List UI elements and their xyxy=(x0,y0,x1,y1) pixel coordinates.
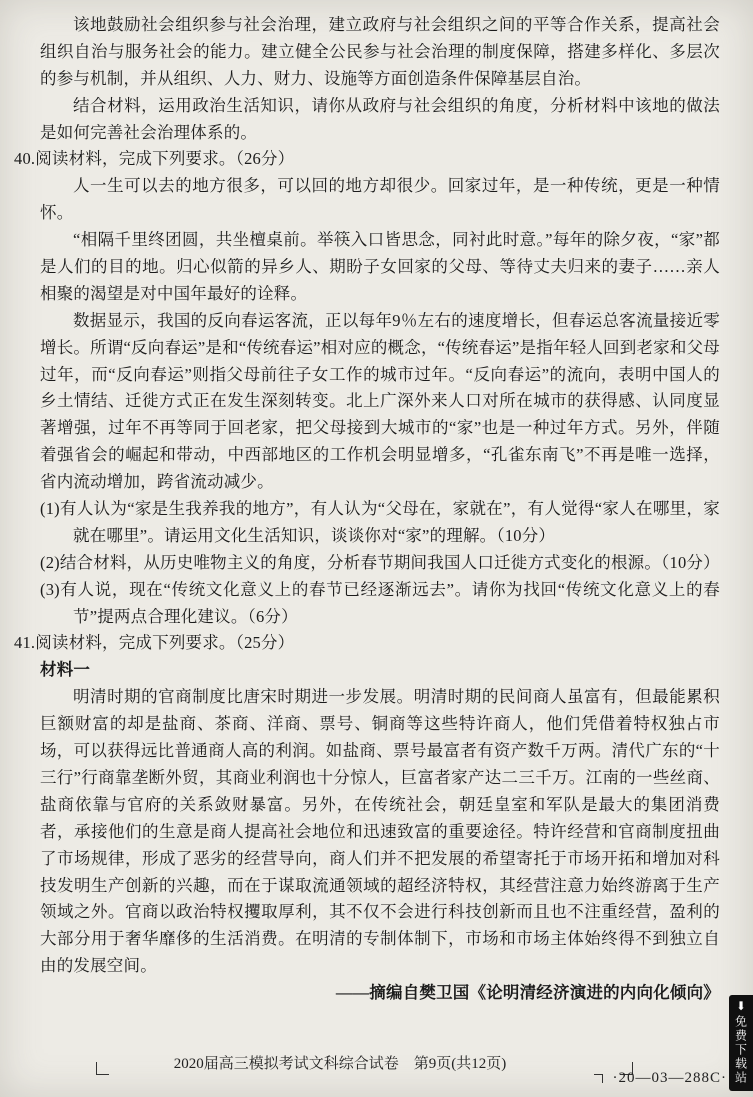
footer-paper-code: ·20—03—288C· xyxy=(612,1070,727,1086)
download-icon: ⬇ xyxy=(735,999,747,1013)
intro-paragraph-1: 该地鼓励社会组织参与社会治理，建立政府与社会组织之间的平等合作关系，提高社会组织自治与服务社会的能力。建立健全公民参与社会治理的制度保障，搭建多样化、多层次的参与机制，并从组织、人力、财力、设施等方面创造条件保障基层自治。 xyxy=(40,15,720,88)
question-40-material-2: “相隔千里终团圆，共坐檀桌前。举筷入口皆思念，同衬此时意。”每年的除夕夜，“家”都是人们的目的地。归心似箭的异乡人、期盼子女回家的父母、等待丈夫归来的妻子……亲人相聚的渴望是对中国年最好的诠释。 xyxy=(40,230,720,303)
question-40-subquestion-1: (1)有人认为“家是生我养我的地方”，有人认为“父母在，家就在”，有人觉得“家人在哪里，家就在哪里”。请运用文化生活知识，谈谈你对“家”的理解。（10分） xyxy=(40,499,720,545)
crop-mark-code xyxy=(594,1074,603,1083)
question-41-source-attribution: ——摘编自樊卫国《论明清经济演进的内向化倾向》 xyxy=(335,983,720,1003)
question-40-material-1: 人一生可以去的地方很多，可以回的地方却很少。回家过年，是一种传统，更是一种情怀。 xyxy=(40,176,720,223)
intro-paragraph-2: 结合材料，运用政治生活知识，请你从政府与社会组织的角度，分析材料中该地的做法是如何完善社会治理体系的。 xyxy=(40,95,720,142)
question-40-title: 40.阅读材料，完成下列要求。（26分） xyxy=(14,149,295,169)
question-41-material-1: 明清时期的官商制度比唐宋时期进一步发展。明清时期的民间商人虽富有，但最能累积巨额财富的却是盐商、茶商、洋商、票号、铜商等这些特许商人，他们凭借着特权独占市场，可以获得远比普通商人高的利润。如盐商、票号最富者有资产数千万两。清代广东的“十三行”行商靠垄断外贸，其商业利润也十分惊人，巨富者家产达二三千万。江南的一些丝商、盐商依靠与官府的关系敛财暴富。另外，在传统社会，朝廷皇室和军队是最大的集团消费者，承接他们的生意是商人提高社会地位和迅速致富的重要途径。特许经营和官商制度扭曲了市场规律，形成了恶劣的经营导向，商人们并不把发展的希望寄托于市场开拓和增加对科技发明生产创新的兴趣，而在于谋取流通领域的超经济特权，其经营注意力始终游离于生产领域之外。官商以政治特权攫取厚利，其不仅不会进行科技创新而且也不注重经营，盈利的大部分用于奢华靡侈的生活消费。在明清的专制体制下，市场和市场主体始终得不到独立自由的发展空间。 xyxy=(40,687,720,976)
watermark-banner xyxy=(729,995,753,1091)
question-41-material-label: 材料一 xyxy=(40,660,91,680)
watermark-label: 免费下载站 xyxy=(733,1015,748,1085)
question-41-title: 41.阅读材料，完成下列要求。（25分） xyxy=(14,633,295,653)
exam-body xyxy=(14,12,720,1007)
footer-page-label: 2020届高三模拟考试文科综合试卷 第9页(共12页) xyxy=(173,1056,507,1072)
question-40-subquestion-2: (2)结合材料，从历史唯物主义的角度，分析春节期间我国人口迁徙方式变化的根源。（10分） xyxy=(40,552,720,572)
question-40-subquestion-3: (3)有人说，现在“传统文化意义上的春节已经逐渐远去”。请你为找回“传统文化意义上的春节”提两点合理化建议。（6分） xyxy=(40,579,720,626)
question-40-material-3: 数据显示，我国的反向春运客流，正以每年9％左右的速度增长，但春运总客流量接近零增长。所谓“反向春运”是和“传统春运”相对应的概念，“传统春运”是指年轻人回到老家和父母过年，而“反向春运”则指父母前往子女工作的城市过年。“反向春运”的流向，表明中国人的乡土情结、迁徙方式正在发生深刻转变。北上广深外来人口对所在城市的获得感、认同度显著增强，过年不再等同于回老家，把父母接到大城市的“家”也是一种过年方式。另外，伴随着强省会的崛起和带动，中西部地区的工作机会明显增多，“孔雀东南飞”不再是唯一选择，省内流动增加，跨省流动减少。 xyxy=(40,310,720,492)
